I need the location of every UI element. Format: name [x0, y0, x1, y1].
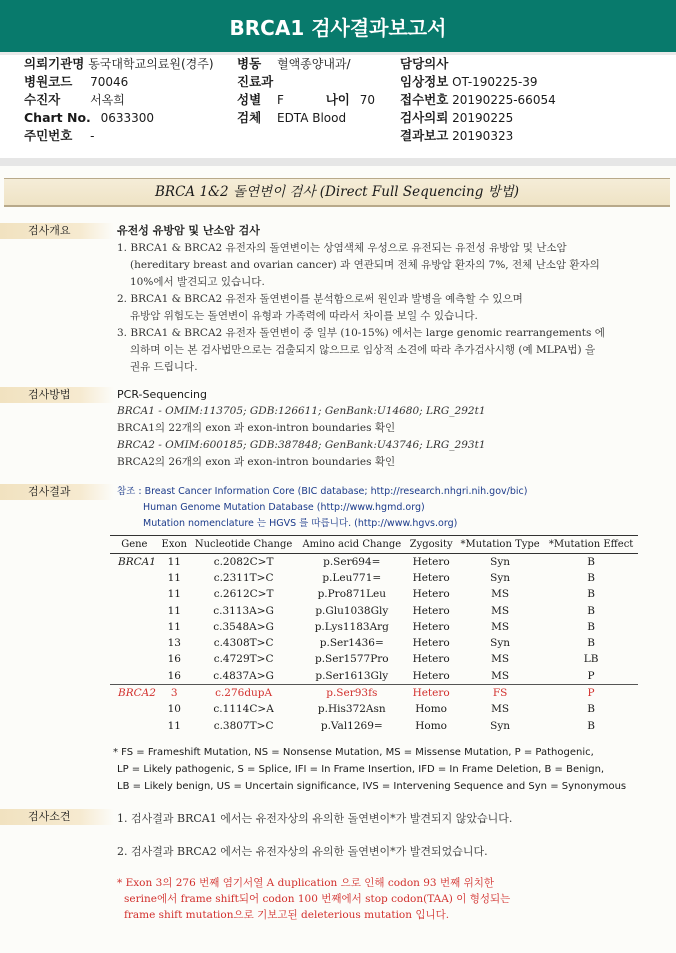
col-header: Exon — [159, 536, 190, 554]
table-row — [110, 570, 638, 586]
section-method-tab: 검사방법 — [0, 387, 114, 403]
overview-line: 3. BRCA1 & BRCA2 유전자 돌연변이 중 일부 (10-15%) 에서는 large genomic rearrangements 에 — [117, 327, 605, 339]
cell-effect: B — [587, 555, 595, 568]
cell-gene — [110, 635, 159, 651]
cell-zyg: Hetero — [412, 571, 450, 584]
cell-effect: P — [587, 669, 595, 682]
table-row — [110, 554, 638, 571]
cell-zyg: Hetero — [412, 653, 450, 666]
cell-type: FS — [456, 685, 544, 702]
cell-type: Syn — [490, 637, 511, 650]
cell-aa: p.Ser1436= — [319, 637, 384, 650]
cell-zyg: Homo — [415, 719, 448, 732]
cell-exon: 3 — [159, 685, 190, 702]
info-value: 서옥희 — [90, 93, 125, 107]
overview-heading: 유전성 유방암 및 난소암 검사 — [117, 224, 260, 237]
info-label: 주민번호 — [24, 128, 73, 143]
info-label: Chart No. — [24, 110, 91, 125]
info-label: 병원코드 — [24, 74, 73, 89]
cell-zyg: Hetero — [412, 588, 450, 601]
cell-aa: p.His372Asn — [317, 703, 386, 716]
cell-gene — [110, 718, 159, 734]
cell-aa: p.Ser1577Pro — [314, 653, 389, 666]
section-result-tab: 검사결과 — [0, 484, 114, 500]
cell-nt: c.276dupA — [190, 685, 298, 702]
info-row — [237, 91, 375, 109]
overview-line: 1. BRCA1 & BRCA2 유전자의 돌연변이는 상염색체 우성으로 유전되는 유전성 유방암 및 난소암 — [117, 242, 567, 254]
cell-effect: B — [587, 604, 595, 617]
col-header: Zygosity — [406, 536, 456, 554]
info-row — [24, 109, 214, 127]
cell-gene: BRCA1 — [118, 555, 156, 568]
info-value: - — [90, 129, 95, 143]
cell-effect: B — [587, 588, 595, 601]
overview-line: 유방암 위험도는 돌연변이 유형과 가족력에 따라서 차이를 보일 수 있습니다. — [130, 310, 478, 322]
info-row — [24, 73, 214, 91]
age-value: 70 — [359, 93, 375, 107]
info-col2 — [237, 55, 375, 127]
cell-nt: c.2082C>T — [213, 555, 274, 568]
cell-gene: BRCA2 — [110, 685, 159, 702]
finding-note-line: serine에서 frame shift되어 codon 100 번째에서 stop codon(TAA) 이 형성되는 — [124, 893, 511, 905]
cell-exon: 16 — [167, 669, 181, 682]
info-row — [24, 127, 214, 145]
section-overview-tab: 검사개요 — [0, 223, 114, 239]
cell-aa: p.Pro871Leu — [317, 588, 387, 601]
cell-exon: 11 — [167, 604, 181, 617]
finding-line: 1. 검사결과 BRCA1 에서는 유전자상의 유의한 돌연변이*가 발견되지 않았습니다. — [117, 812, 513, 825]
finding-note-line: * Exon 3의 276 번째 염기서열 A duplication 으로 인해 codon 93 번째 위치한 — [117, 877, 494, 889]
cell-aa: p.Ser694= — [323, 555, 381, 568]
cell-type: Syn — [490, 571, 511, 584]
cell-type: Syn — [490, 555, 511, 568]
info-col1 — [24, 55, 214, 145]
cell-exon: 11 — [167, 588, 181, 601]
info-value: 0633300 — [100, 111, 155, 125]
finding-line: 2. 검사결과 BRCA2 에서는 유전자상의 유의한 돌연변이*가 발견되었습니다. — [117, 845, 488, 858]
method-line: BRCA1의 22개의 exon 과 exon-intron boundaries 확인 — [117, 422, 396, 434]
cell-effect: B — [587, 571, 595, 584]
cell-nt: c.4308T>C — [213, 637, 274, 650]
reference-line: Human Genome Mutation Database (http://www.hgmd.org) — [143, 502, 425, 513]
table-row — [110, 603, 638, 619]
cell-gene — [110, 652, 159, 668]
overview-line: 10%에서 발견되고 있습니다. — [130, 276, 265, 288]
cell-aa: p.Val1269= — [320, 719, 383, 732]
info-value: 혈액종양내과/ — [276, 57, 351, 71]
cell-nt: c.3548A>G — [213, 620, 274, 633]
method-line: BRCA1 - OMIM:113705; GDB:126611; GenBank:U14680; LRG_292t1 — [117, 405, 486, 417]
section-finding-tab: 검사소견 — [0, 809, 114, 825]
cell-type: MS — [491, 703, 510, 716]
info-row — [237, 109, 375, 127]
table-row — [110, 652, 638, 668]
mutation-table — [110, 535, 638, 734]
cell-gene — [110, 587, 159, 603]
scanned-report — [0, 166, 676, 953]
cell-exon: 10 — [167, 703, 181, 716]
table-row — [110, 587, 638, 603]
info-row — [24, 55, 214, 73]
info-value: 70046 — [90, 75, 129, 89]
info-row — [237, 73, 375, 91]
info-value: 20190225-66054 — [452, 93, 556, 107]
cell-zyg: Homo — [415, 703, 448, 716]
col-header: *Mutation Effect — [544, 536, 638, 554]
table-row — [110, 635, 638, 651]
cell-zyg: Hetero — [412, 555, 450, 568]
method-heading: PCR-Sequencing — [117, 388, 207, 401]
cell-type: MS — [491, 669, 510, 682]
table-row — [110, 668, 638, 685]
cell-aa: p.Lys1183Arg — [314, 620, 389, 633]
cell-nt: c.4729T>C — [213, 653, 274, 666]
cell-exon: 16 — [167, 653, 181, 666]
table-row — [110, 619, 638, 635]
overview-line: 의하며 이는 본 검사법만으로는 검출되지 않으므로 임상적 소견에 따라 추가검사시행 (예 MLPA법) 을 — [130, 344, 596, 356]
info-label: 의뢰기관명 — [24, 56, 85, 71]
cell-zyg: Hetero — [412, 669, 450, 682]
cell-type: Syn — [490, 719, 511, 732]
info-value: F — [276, 93, 284, 107]
info-label: 진료과 — [237, 74, 274, 89]
cell-zyg: Hetero — [412, 637, 450, 650]
cell-aa: p.Glu1038Gly — [315, 604, 389, 617]
abbrev-line: * FS = Frameshift Mutation, NS = Nonsense Mutation, MS = Missense Mutation, P = Pathogenic, — [113, 747, 594, 758]
cell-type: MS — [491, 588, 510, 601]
cell-zyg: Hetero — [406, 685, 456, 702]
info-label: 수진자 — [24, 92, 61, 107]
cell-nt: c.2311T>C — [213, 571, 274, 584]
cell-exon: 13 — [167, 637, 181, 650]
method-line: BRCA2의 26개의 exon 과 exon-intron boundaries 확인 — [117, 456, 396, 468]
overview-line: (hereditary breast and ovarian cancer) 과 연관되며 전체 유방암 환자의 7%, 전체 난소암 환자의 — [130, 259, 600, 271]
cell-nt: c.3807T>C — [213, 719, 274, 732]
cell-nt: c.4837A>G — [213, 669, 274, 682]
cell-type: MS — [491, 604, 510, 617]
cell-effect: P — [544, 685, 638, 702]
cell-exon: 11 — [167, 719, 181, 732]
info-value: OT-190225-39 — [452, 75, 538, 89]
info-row — [400, 109, 556, 127]
cell-exon: 11 — [167, 555, 181, 568]
cell-effect: B — [587, 620, 595, 633]
cell-aa: p.Leu771= — [322, 571, 382, 584]
info-value: 20190323 — [452, 129, 514, 143]
scan-title: BRCA 1&2 돌연변이 검사 (Direct Full Sequencing 방법) — [4, 178, 670, 207]
age-label: 나이 — [325, 92, 350, 107]
overview-line: 2. BRCA1 & BRCA2 유전자 돌연변이를 분석함으로써 원인과 발병을 예측할 수 있으며 — [117, 293, 523, 305]
col-header: *Mutation Type — [456, 536, 544, 554]
cell-nt: c.3113A>G — [213, 604, 274, 617]
info-label: 성별 — [237, 92, 262, 107]
table-row — [110, 702, 638, 718]
cell-effect: B — [587, 703, 595, 716]
cell-gene — [110, 702, 159, 718]
info-label: 결과보고 — [400, 128, 449, 143]
abbrev-line: LB = Likely benign, US = Uncertain significance, IVS = Intervening Sequence and Syn = Synonymous — [117, 781, 627, 792]
info-row — [237, 55, 375, 73]
report-title: BRCA1 검사결과보고서 — [0, 0, 676, 55]
cell-type: MS — [491, 653, 510, 666]
col-header: Gene — [110, 536, 159, 554]
info-row — [400, 55, 556, 73]
info-label: 병동 — [237, 56, 262, 71]
cell-effect: B — [587, 637, 595, 650]
section-divider — [0, 158, 676, 166]
cell-exon: 11 — [167, 620, 181, 633]
col-header: Nucleotide Change — [190, 536, 298, 554]
table-row — [110, 685, 638, 702]
cell-nt: c.1114C>A — [213, 703, 274, 716]
info-label: 담당의사 — [400, 56, 449, 71]
info-row — [400, 91, 556, 109]
cell-gene — [110, 619, 159, 635]
cell-effect: LB — [583, 653, 599, 666]
cell-exon: 11 — [167, 571, 181, 584]
cell-effect: B — [587, 719, 595, 732]
cell-type: MS — [491, 620, 510, 633]
reference-line: Mutation nomenclature 는 HGVS 를 따릅니다. (http://www.hgvs.org) — [143, 518, 458, 529]
info-label: 접수번호 — [400, 92, 449, 107]
info-value: 동국대학교의료원(경주) — [88, 57, 214, 71]
info-row — [24, 91, 214, 109]
cell-gene — [110, 570, 159, 586]
method-line: BRCA2 - OMIM:600185; GDB:387848; GenBank:U43746; LRG_293t1 — [117, 439, 486, 451]
cell-aa: p.Ser93fs — [297, 685, 406, 702]
cell-gene — [110, 603, 159, 619]
reference-line: 참조 : Breast Cancer Information Core (BIC database; http://research.nhgri.nih.gov/bic) — [117, 486, 528, 497]
finding-note-line: frame shift mutation으로 기보고된 deleterious mutation 입니다. — [124, 909, 450, 921]
info-value: 20190225 — [452, 111, 514, 125]
info-label: 임상정보 — [400, 74, 449, 89]
info-label: 검사의뢰 — [400, 110, 449, 125]
cell-aa: p.Ser1613Gly — [315, 669, 389, 682]
overview-line: 권유 드립니다. — [130, 361, 198, 373]
cell-gene — [110, 668, 159, 685]
info-row — [400, 127, 556, 145]
info-label: 검체 — [237, 110, 262, 125]
col-header: Amino acid Change — [297, 536, 406, 554]
info-value: EDTA Blood — [276, 111, 347, 125]
info-row — [400, 73, 556, 91]
table-row — [110, 718, 638, 734]
info-col3 — [400, 55, 556, 145]
table-header-row — [110, 536, 638, 554]
cell-zyg: Hetero — [412, 604, 450, 617]
abbrev-line: LP = Likely pathogenic, S = Splice, IFI = In Frame Insertion, IFD = In Frame Deletion, B = Benign, — [117, 764, 605, 775]
cell-nt: c.2612C>T — [213, 588, 274, 601]
cell-zyg: Hetero — [412, 620, 450, 633]
